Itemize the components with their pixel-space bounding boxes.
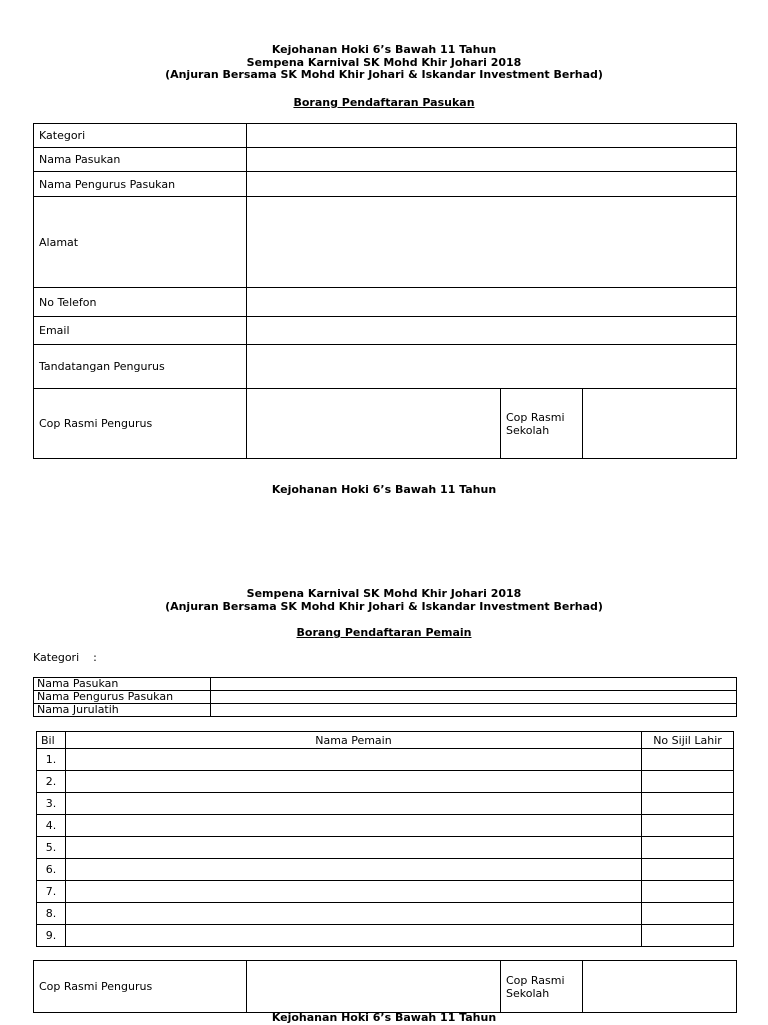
field-input-nama-pengurus[interactable] — [247, 172, 737, 197]
field-label-nama-pengurus: Nama Pengurus Pasukan — [34, 172, 247, 197]
row-number: 4. — [37, 815, 66, 837]
player-name-cell[interactable] — [66, 881, 642, 903]
field-label-nama-pasukan: Nama Pasukan — [34, 148, 247, 172]
birth-cert-cell[interactable] — [642, 749, 734, 771]
stamp-label-pengurus: Cop Rasmi Pengurus — [34, 389, 247, 459]
table-row — [37, 903, 734, 925]
kategori-label: Kategori : — [33, 651, 97, 664]
table-row — [34, 197, 737, 288]
birth-cert-cell[interactable] — [642, 837, 734, 859]
row-number: 1. — [37, 749, 66, 771]
field-label-tandatangan: Tandatangan Pengurus — [34, 345, 247, 389]
row-number: 6. — [37, 859, 66, 881]
row-number: 2. — [37, 771, 66, 793]
table-row — [34, 678, 737, 691]
form2-header — [0, 588, 768, 613]
info-input-nama-jurulatih[interactable] — [211, 704, 737, 717]
team-info-table — [33, 677, 737, 717]
field-label-email: Email — [34, 317, 247, 345]
form2-stamp-table — [33, 960, 737, 1013]
row-number: 5. — [37, 837, 66, 859]
info-label-nama-pengurus: Nama Pengurus Pasukan — [34, 691, 211, 704]
player-name-cell[interactable] — [66, 793, 642, 815]
field-input-no-telefon[interactable] — [247, 288, 737, 317]
table-row — [37, 815, 734, 837]
table-row — [34, 961, 737, 1013]
row-number: 7. — [37, 881, 66, 903]
player-name-cell[interactable] — [66, 749, 642, 771]
player-table-header — [37, 732, 734, 749]
table-row — [34, 317, 737, 345]
table-row — [37, 749, 734, 771]
form1-subtitle: Borang Pendaftaran Pasukan — [293, 96, 475, 109]
birth-cert-cell[interactable] — [642, 903, 734, 925]
birth-cert-cell[interactable] — [642, 881, 734, 903]
header-no-sijil-lahir: No Sijil Lahir — [642, 732, 734, 749]
stamp-box-sekolah[interactable] — [583, 961, 737, 1013]
form1-header — [0, 44, 768, 82]
footer-title: Kejohanan Hoki 6’s Bawah 11 Tahun — [271, 1011, 497, 1024]
table-row — [34, 172, 737, 197]
field-label-alamat: Alamat — [34, 197, 247, 288]
header-nama-pemain: Nama Pemain — [66, 732, 642, 749]
table-row — [37, 925, 734, 947]
birth-cert-cell[interactable] — [642, 793, 734, 815]
player-name-cell[interactable] — [66, 837, 642, 859]
stamp-box-pengurus[interactable] — [247, 961, 501, 1013]
separator-title: Kejohanan Hoki 6’s Bawah 11 Tahun — [271, 483, 497, 496]
field-input-tandatangan[interactable] — [247, 345, 737, 389]
player-name-cell[interactable] — [66, 925, 642, 947]
info-label-nama-jurulatih: Nama Jurulatih — [34, 704, 211, 717]
form1-header-line-3: (Anjuran Bersama SK Mohd Khir Johari & Iskandar Investment Berhad) — [165, 68, 603, 81]
table-row — [34, 691, 737, 704]
team-registration-table — [33, 123, 737, 459]
form2-header-line-1: Sempena Karnival SK Mohd Khir Johari 2018 — [246, 587, 522, 600]
player-name-cell[interactable] — [66, 815, 642, 837]
table-row — [34, 345, 737, 389]
table-row — [34, 389, 737, 459]
stamp-box-sekolah[interactable] — [583, 389, 737, 459]
field-input-email[interactable] — [247, 317, 737, 345]
table-row — [34, 124, 737, 148]
row-number: 8. — [37, 903, 66, 925]
player-name-cell[interactable] — [66, 903, 642, 925]
table-row — [37, 793, 734, 815]
table-row — [37, 859, 734, 881]
table-row — [37, 837, 734, 859]
form1-header-line-2: Sempena Karnival SK Mohd Khir Johari 2018 — [246, 55, 522, 69]
field-input-nama-pasukan[interactable] — [247, 148, 737, 172]
stamp-label-pengurus: Cop Rasmi Pengurus — [34, 961, 247, 1013]
stamp-box-pengurus[interactable] — [247, 389, 501, 459]
form1-header-line-1: Kejohanan Hoki 6’s Bawah 11 Tahun — [271, 43, 497, 56]
table-row — [34, 704, 737, 717]
field-label-kategori: Kategori — [34, 124, 247, 148]
field-input-kategori[interactable] — [247, 124, 737, 148]
table-row — [37, 881, 734, 903]
birth-cert-cell[interactable] — [642, 925, 734, 947]
header-bil: Bil — [37, 732, 66, 749]
stamp-label-sekolah: Cop Rasmi Sekolah — [501, 389, 583, 459]
birth-cert-cell[interactable] — [642, 771, 734, 793]
info-label-nama-pasukan: Nama Pasukan — [34, 678, 211, 691]
form2-header-line-2: (Anjuran Bersama SK Mohd Khir Johari & Iskandar Investment Berhad) — [165, 599, 603, 613]
stamp-label-sekolah: Cop Rasmi Sekolah — [501, 961, 583, 1013]
field-input-alamat[interactable] — [247, 197, 737, 288]
table-row — [34, 148, 737, 172]
player-name-cell[interactable] — [66, 771, 642, 793]
birth-cert-cell[interactable] — [642, 815, 734, 837]
birth-cert-cell[interactable] — [642, 859, 734, 881]
row-number: 3. — [37, 793, 66, 815]
field-label-no-telefon: No Telefon — [34, 288, 247, 317]
player-name-cell[interactable] — [66, 859, 642, 881]
form2-subtitle: Borang Pendaftaran Pemain — [296, 626, 472, 639]
player-table — [36, 731, 734, 947]
table-row — [37, 771, 734, 793]
info-input-nama-pasukan[interactable] — [211, 678, 737, 691]
table-row — [34, 288, 737, 317]
row-number: 9. — [37, 925, 66, 947]
info-input-nama-pengurus[interactable] — [211, 691, 737, 704]
